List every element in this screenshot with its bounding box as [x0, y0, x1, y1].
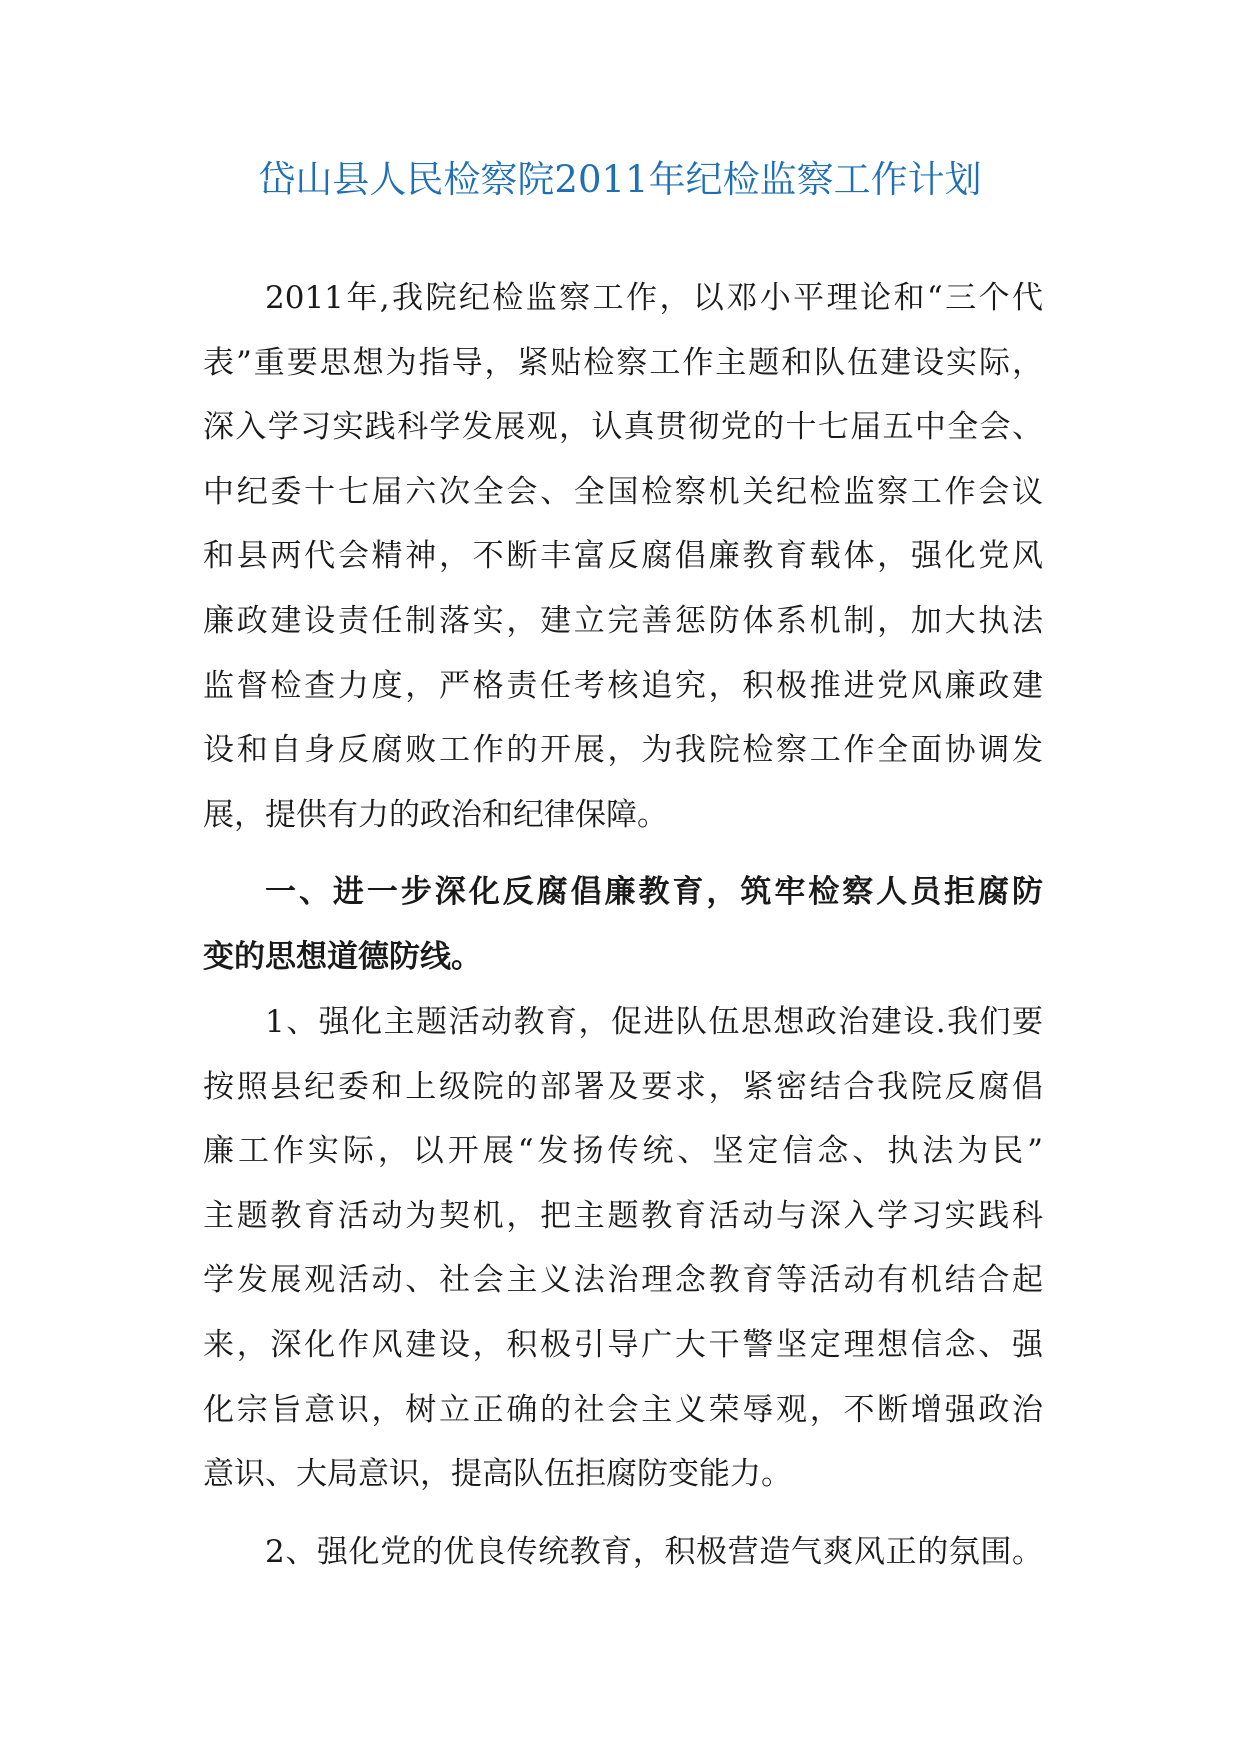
paragraph-line: 中纪委十七届六次全会、全国检察机关纪检监察工作会议 [203, 473, 1043, 510]
paragraph-line: 廉工作实际，以开展“发扬传统、坚定信念、执法为民” [203, 1133, 1043, 1170]
paragraph-line: 展，提供有力的政治和纪律保障。 [203, 796, 668, 833]
heading-line: 变的思想道德防线。 [203, 938, 482, 975]
intro-paragraph [203, 266, 1043, 847]
paragraph-line: 主题教育活动为契机，把主题教育活动与深入学习实践科 [203, 1197, 1043, 1234]
paragraph-line: 2、强化党的优良传统教育，积极营造气爽风正的氛围。 [265, 1534, 1043, 1570]
paragraph-line: 监督检查力度，严格责任考核追究，积极推进党风廉政建 [203, 667, 1043, 704]
paragraph-line: 化宗旨意识，树立正确的社会主义荣辱观，不断增强政治 [203, 1391, 1043, 1428]
paragraph-line: 廉政建设责任制落实，建立完善惩防体系机制，加大执法 [203, 602, 1043, 639]
section-heading-1 [203, 860, 1043, 989]
paragraph-line: 深入学习实践科学发展观，认真贯彻党的十七届五中全会、 [203, 409, 1043, 446]
paragraph-line: 来，深化作风建设，积极引导广大干警坚定理想信念、强 [203, 1326, 1043, 1363]
item-2-paragraph [203, 1520, 1043, 1585]
paragraph-line: 表”重要思想为指导，紧贴检察工作主题和队伍建设实际， [203, 344, 1043, 381]
document-title: 岱山县人民检察院2011年纪检监察工作计划 [258, 158, 982, 201]
paragraph-line: 1、强化主题活动教育，促进队伍思想政治建设.我们要 [265, 1004, 1043, 1040]
heading-line: 一、进一步深化反腐倡廉教育，筑牢检察人员拒腐防 [265, 874, 1043, 910]
paragraph-line: 和县两代会精神，不断丰富反腐倡廉教育载体，强化党风 [203, 538, 1043, 575]
paragraph-line: 设和自身反腐败工作的开展，为我院检察工作全面协调发 [203, 732, 1043, 769]
paragraph-line: 意识、大局意识，提高队伍拒腐防变能力。 [203, 1456, 792, 1493]
item-1-paragraph [203, 990, 1043, 1507]
paragraph-line: 学发展观活动、社会主义法治理念教育等活动有机结合起 [203, 1262, 1043, 1299]
paragraph-line: 按照县纪委和上级院的部署及要求，紧密结合我院反腐倡 [203, 1068, 1043, 1105]
paragraph-line: 2011年,我院纪检监察工作，以邓小平理论和“三个代 [265, 280, 1043, 316]
